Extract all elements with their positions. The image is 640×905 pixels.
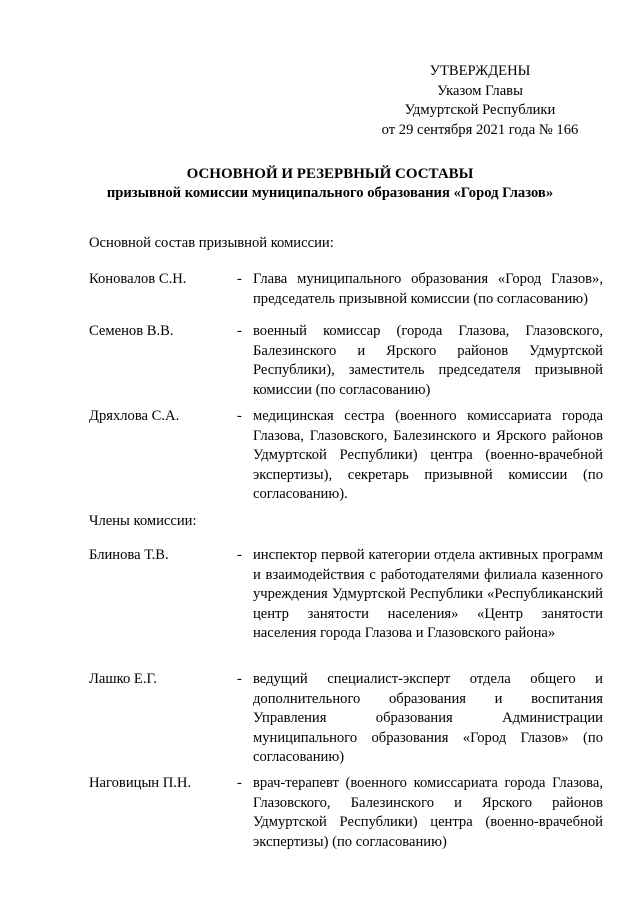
approval-stamp: [360, 62, 600, 140]
document-subtitle: призывной комиссии муниципального образования «Город Глазов»: [106, 185, 554, 201]
entry-dash: -: [237, 775, 242, 791]
approval-line-date: от 29 сентября 2021 года № 166: [381, 121, 579, 138]
entry-dash: -: [237, 271, 242, 287]
member-name: Дряхлова С.А.: [89, 408, 180, 424]
entry-dash: -: [237, 671, 242, 687]
member-name: Блинова Т.В.: [89, 547, 169, 563]
member-name: Коновалов С.Н.: [89, 271, 187, 287]
entry-dash: -: [237, 408, 242, 424]
member-description: врач-терапевт (военного комиссариата города Глазова, Глазовского, Балезинского и Ярского районов Удмуртской Республики) центра (военно-врачебной экспертизы) (по согласованию): [253, 775, 603, 850]
member-description: медицинская сестра (военного комиссариата города Глазова, Глазовского, Балезинского и Ярского районов Удмуртской Республики) центра (военно-врачебной экспертизы), секретарь призывной комиссии (по согласованию).: [253, 408, 603, 502]
members-section-heading: Члены комиссии:: [89, 513, 197, 529]
member-description: инспектор первой категории отдела активных программ и взаимодействия с работодателями филиала казенного учреждения Удмуртской Республики «Республиканский центр занятости населения» «Центр занятости населения города Глазова и Глазовского района»: [253, 547, 603, 641]
approval-line-decree: Указом Главы: [437, 82, 523, 99]
member-description: военный комиссар (города Глазова, Глазовского, Балезинского и Ярского районов Удмуртской Республики), заместитель председателя призывной комиссии (по согласованию): [253, 323, 603, 398]
approval-line-republic: Удмуртской Республики: [404, 102, 556, 118]
entry-dash: -: [237, 323, 242, 339]
member-description: Глава муниципального образования «Город Глазов», председатель призывной комиссии (по согласованию): [253, 271, 603, 307]
main-section-heading: Основной состав призывной комиссии:: [89, 235, 334, 251]
member-name: Семенов В.В.: [89, 323, 174, 339]
member-name: Лашко Е.Г.: [89, 671, 157, 687]
member-description: ведущий специалист-эксперт отдела общего и дополнительного образования и воспитания Управления образования Администрации муниципального образования «Город Глазов» (по согласованию): [253, 671, 603, 765]
approval-line-approved: УТВЕРЖДЕНЫ: [429, 63, 531, 79]
member-name: Наговицын П.Н.: [89, 775, 192, 791]
entry-dash: -: [237, 547, 242, 563]
document-title: ОСНОВНОЙ И РЕЗЕРВНЫЙ СОСТАВЫ: [186, 166, 474, 182]
